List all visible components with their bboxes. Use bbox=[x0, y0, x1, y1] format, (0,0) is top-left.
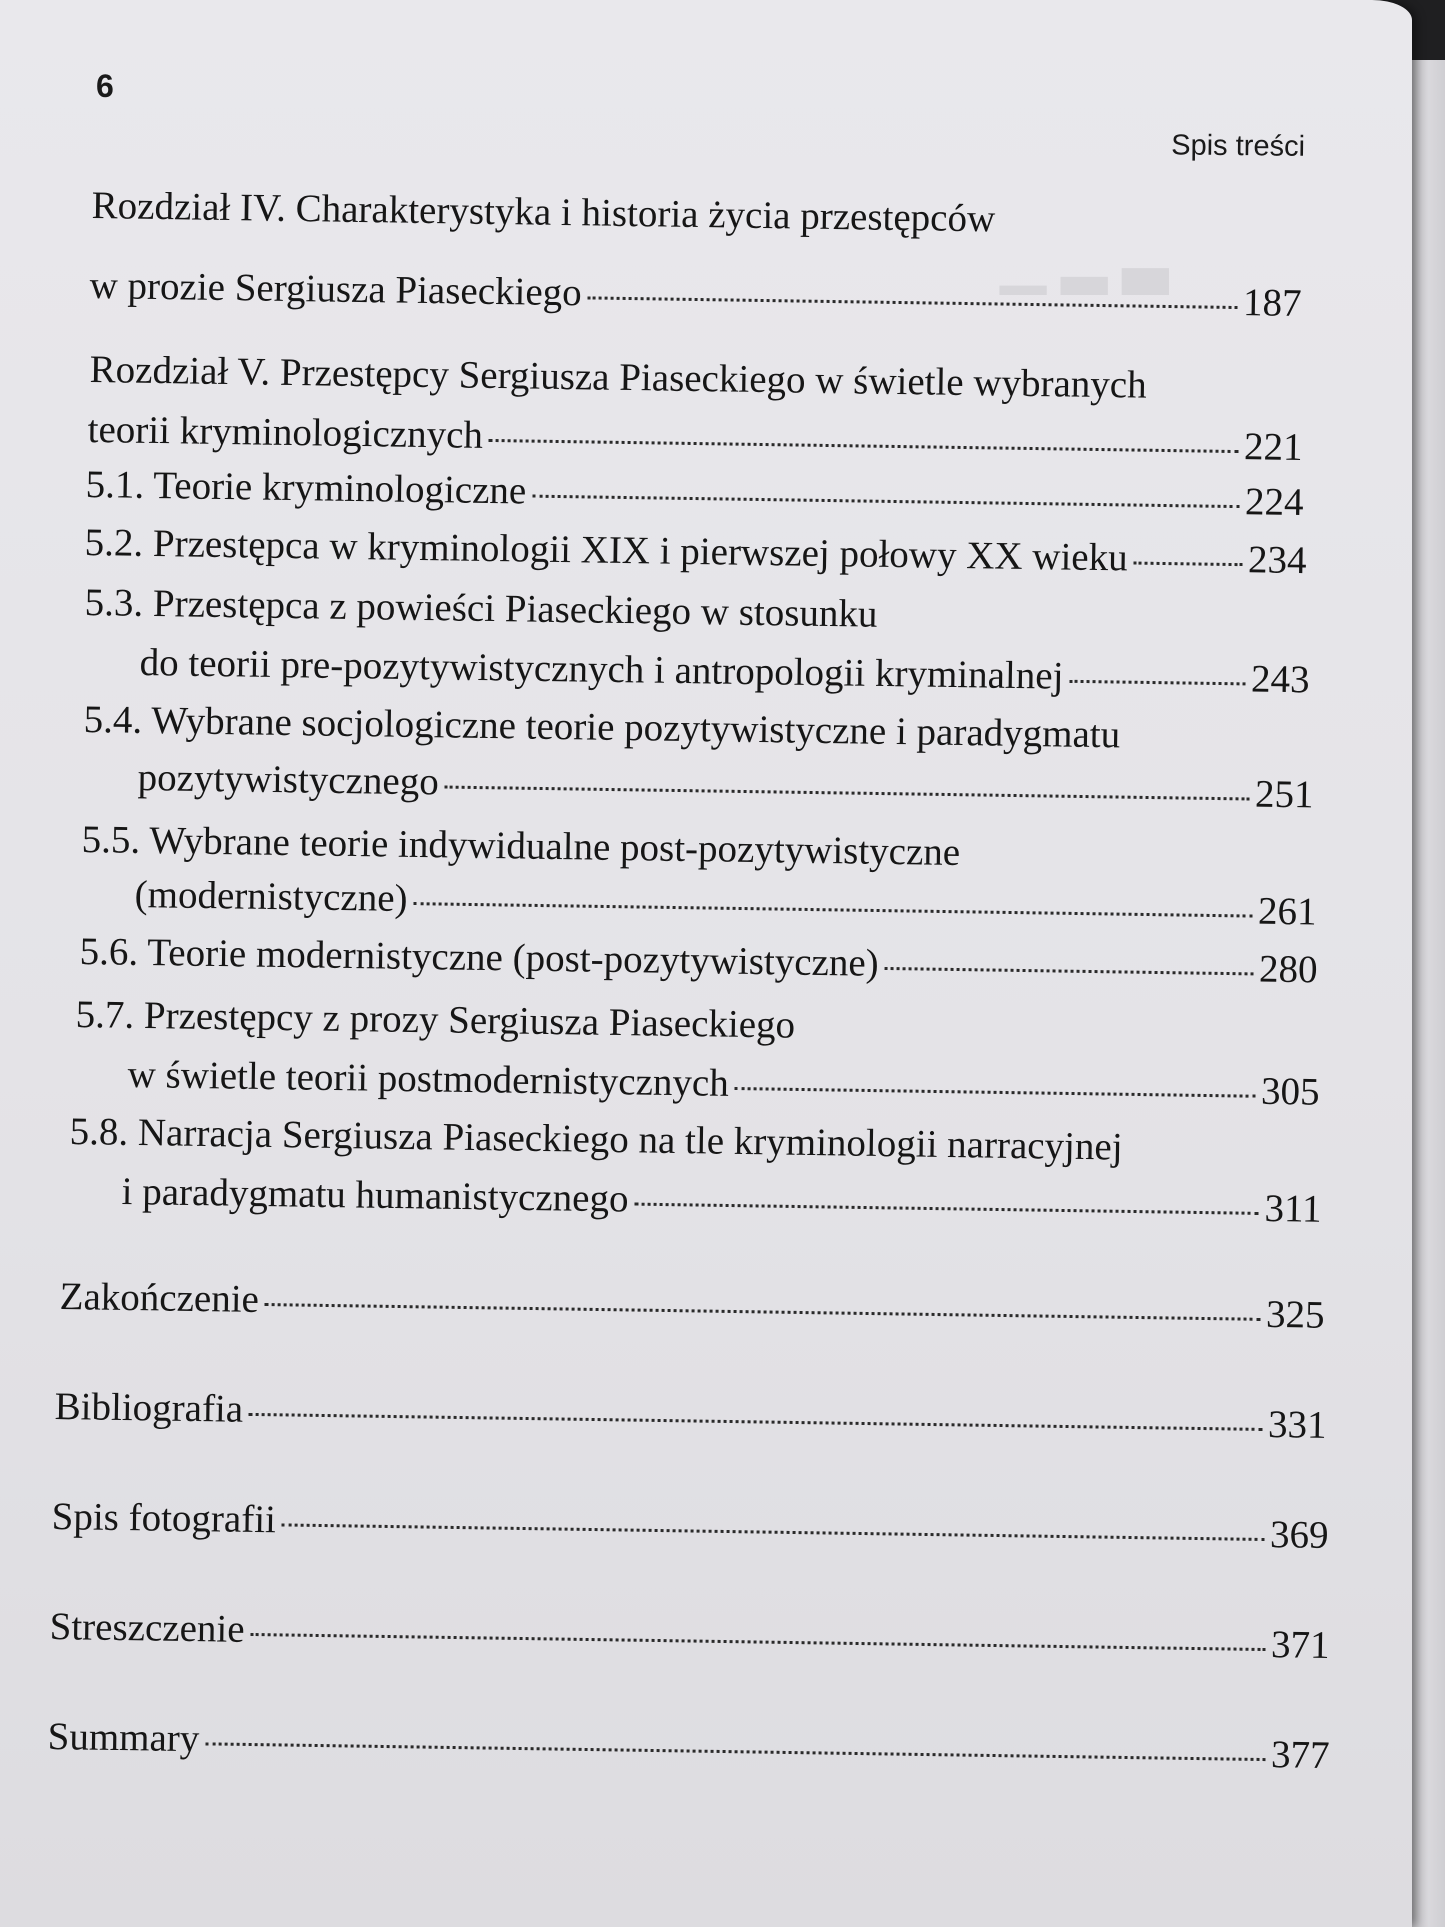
section-5-7-title bbox=[75, 995, 795, 1045]
dot-leader bbox=[250, 1633, 1265, 1651]
section-5-5-title-line2: (modernistyczne) bbox=[134, 873, 408, 921]
section-5-6-entry bbox=[79, 930, 1318, 992]
page-number: 6 bbox=[96, 68, 114, 104]
dot-leader bbox=[249, 1413, 1262, 1431]
section-5-4-title-line2: pozytywistycznego bbox=[137, 756, 440, 804]
chapter-4-entry bbox=[89, 266, 1301, 323]
section-5-1-title: 5.1. Teorie kryminologiczne bbox=[85, 463, 527, 513]
zakonczenie-title: Zakończenie bbox=[59, 1275, 260, 1321]
section-5-4-title-line1: 5.4. Wybrane socjologiczne teorie pozytywistyczne i paradygmatu bbox=[83, 698, 1121, 757]
chapter-5-title-line2: teorii kryminologicznych bbox=[87, 408, 484, 457]
running-head: Spis treści bbox=[1171, 129, 1306, 163]
section-5-6-title: 5.6. Teorie modernistyczne (post-pozytywistyczne) bbox=[79, 930, 880, 985]
dot-leader bbox=[634, 1203, 1258, 1215]
section-5-3-entry bbox=[139, 641, 1310, 702]
chapter-5-entry bbox=[87, 408, 1303, 470]
section-5-5-title bbox=[81, 818, 961, 875]
section-5-4-title bbox=[83, 698, 1121, 757]
section-5-2-entry bbox=[84, 521, 1307, 583]
dot-leader bbox=[265, 1303, 1260, 1321]
bibliografia-page: 331 bbox=[1267, 1403, 1327, 1447]
chapter-5-page: 221 bbox=[1243, 425, 1303, 470]
streszczenie-entry bbox=[49, 1607, 1329, 1665]
summary-title: Summary bbox=[47, 1715, 200, 1761]
section-5-5-entry bbox=[134, 875, 1316, 932]
chapter-5-title-line1: Rozdział V. Przestępcy Sergiusza Piaseckiego w świetle wybranych bbox=[89, 348, 1147, 407]
streszczenie-title: Streszczenie bbox=[49, 1605, 245, 1651]
section-5-8-title-line2: i paradygmatu humanistycznego bbox=[121, 1170, 629, 1221]
chapter-4-title-line2: w prozie Sergiusza Piaseckiego bbox=[89, 264, 583, 315]
section-5-8-title-line1: 5.8. Narracja Sergiusza Piaseckiego na tle kryminologii narracyjnej bbox=[69, 1110, 1123, 1169]
dot-leader bbox=[445, 786, 1249, 801]
bibliografia-title: Bibliografia bbox=[54, 1385, 244, 1431]
dot-leader bbox=[489, 439, 1238, 453]
chapter-5-title bbox=[89, 350, 1147, 405]
section-5-2-title: 5.2. Przestępca w kryminologii XIX i pierwszej połowy XX wieku bbox=[84, 521, 1128, 580]
streszczenie-page: 371 bbox=[1270, 1623, 1330, 1667]
show-through-decoration: ▁ ▂ ▃ bbox=[1000, 227, 1169, 293]
section-5-5-title-line1: 5.5. Wybrane teorie indywidualne post-pozytywistyczne bbox=[81, 818, 961, 875]
section-5-4-page: 251 bbox=[1254, 772, 1314, 817]
section-5-7-title-line2: w świetle teorii postmodernistycznych bbox=[127, 1053, 730, 1105]
bibliografia-entry bbox=[54, 1387, 1326, 1445]
dot-leader bbox=[282, 1523, 1264, 1541]
spis-fotografii-page: 369 bbox=[1269, 1513, 1329, 1557]
section-5-8-entry bbox=[121, 1172, 1321, 1229]
dot-leader bbox=[532, 495, 1239, 508]
dot-leader bbox=[735, 1087, 1255, 1098]
section-5-4-entry bbox=[137, 756, 1314, 817]
section-5-7-entry bbox=[127, 1055, 1319, 1112]
dot-leader bbox=[413, 902, 1252, 917]
spis-fotografii-entry bbox=[51, 1497, 1328, 1555]
section-5-8-title bbox=[69, 1112, 1122, 1167]
section-5-2-page: 234 bbox=[1247, 538, 1307, 583]
section-5-3-page: 243 bbox=[1250, 657, 1310, 702]
dot-leader bbox=[1069, 680, 1245, 686]
chapter-4-page: 187 bbox=[1242, 281, 1302, 325]
section-5-1-page: 224 bbox=[1244, 480, 1304, 525]
summary-page: 377 bbox=[1270, 1733, 1330, 1778]
zakonczenie-entry bbox=[59, 1277, 1324, 1335]
dot-leader bbox=[588, 296, 1237, 309]
summary-entry bbox=[47, 1715, 1330, 1778]
section-5-7-page: 305 bbox=[1260, 1069, 1320, 1114]
chapter-4-title-line1: Rozdział IV. Charakterystyka i historia życia przestępców bbox=[91, 184, 996, 241]
section-5-1-entry bbox=[85, 463, 1304, 525]
chapter-4-title bbox=[91, 184, 996, 241]
dot-leader bbox=[205, 1742, 1265, 1761]
section-5-3-title bbox=[84, 583, 877, 634]
spis-fotografii-title: Spis fotografii bbox=[51, 1495, 277, 1542]
section-5-3-title-line1: 5.3. Przestępca z powieści Piaseckiego w stosunku bbox=[84, 581, 878, 636]
section-5-5-page: 261 bbox=[1257, 889, 1317, 934]
zakonczenie-page: 325 bbox=[1265, 1292, 1325, 1337]
dot-leader bbox=[1134, 562, 1242, 567]
section-5-8-page: 311 bbox=[1264, 1186, 1322, 1231]
section-5-7-title-line1: 5.7. Przestępcy z prozy Sergiusza Piaseckiego bbox=[75, 993, 796, 1047]
dot-leader bbox=[885, 967, 1253, 975]
section-5-3-title-line2: do teorii pre-pozytywistycznych i antropologii kryminalnej bbox=[139, 641, 1064, 698]
section-5-6-page: 280 bbox=[1258, 947, 1318, 992]
